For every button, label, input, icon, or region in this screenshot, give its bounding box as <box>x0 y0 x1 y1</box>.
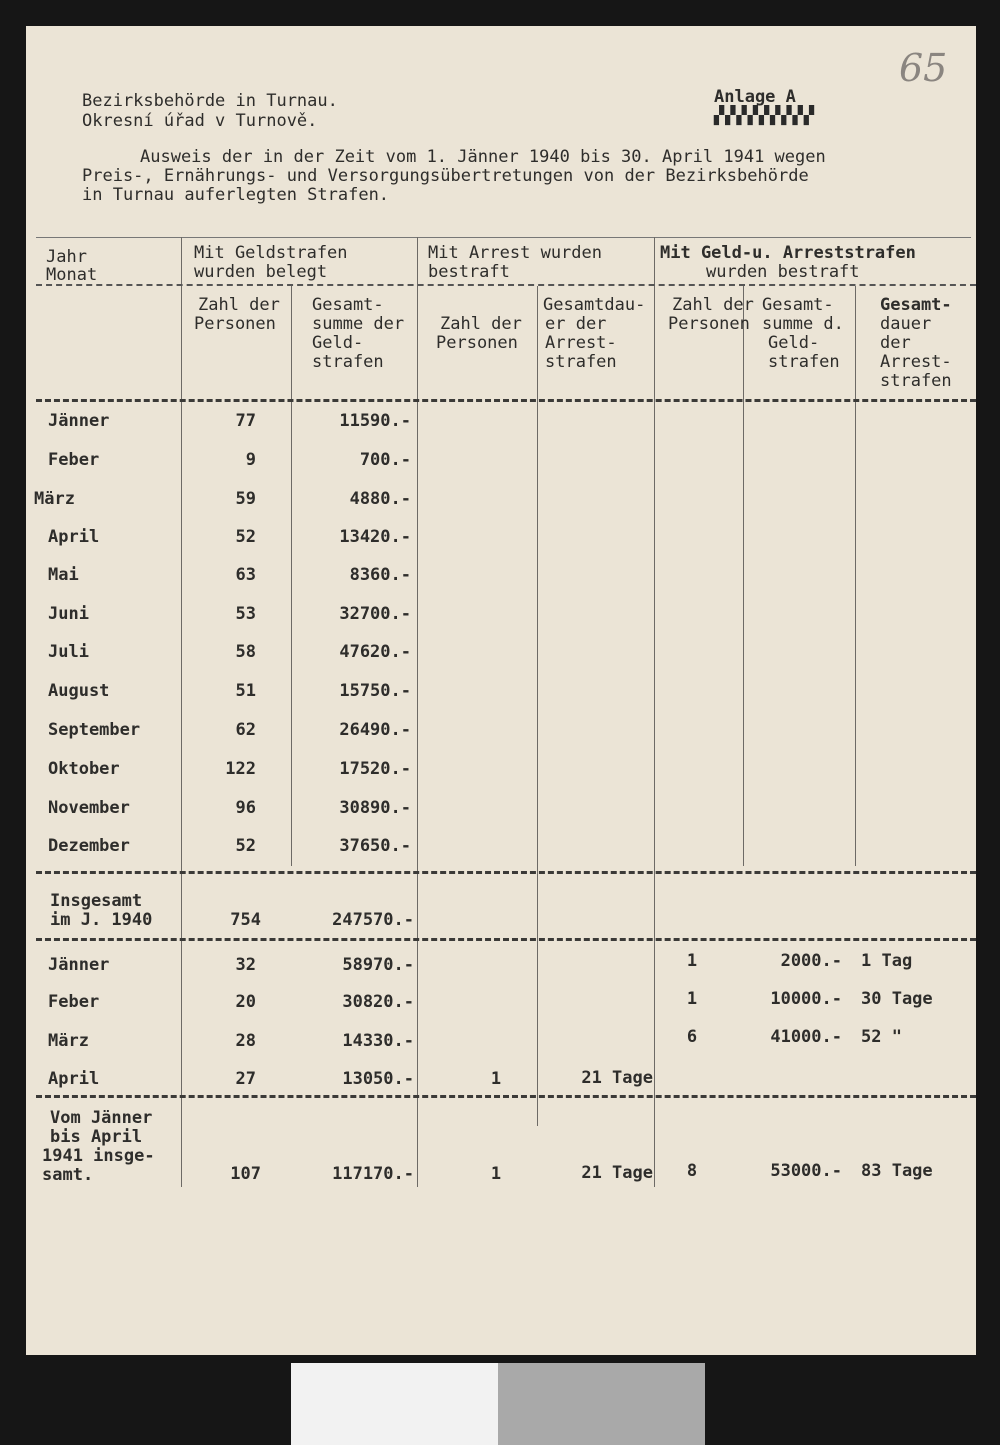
persons-value: 63 <box>235 565 256 585</box>
header-bottom-rule <box>36 399 976 402</box>
hdr-g3-dauer-3: der <box>880 333 911 353</box>
hdr-g2-dauer-2: er der <box>545 314 607 334</box>
hdr-g2-zahl-2: Personen <box>436 333 518 353</box>
month-label: Dezember <box>48 836 130 856</box>
month-label: Juni <box>48 604 89 624</box>
hdr-jahr: Jahr <box>46 247 87 267</box>
total-1940-sum: 247570.- <box>332 910 414 930</box>
sum-value: 13420.- <box>339 527 411 547</box>
month-label: März <box>34 489 75 509</box>
both-duration-value: 30 Tage <box>861 989 933 1009</box>
month-label: Mai <box>48 565 79 585</box>
total-1941-both-persons: 8 <box>686 1161 698 1181</box>
hdr-group1-line2: wurden belegt <box>194 262 328 282</box>
total-1941-label-2: bis April <box>50 1127 143 1147</box>
hdr-g3-summe-2: summe d. <box>762 314 844 334</box>
both-persons-value: 6 <box>686 1027 698 1047</box>
sum-value: 30890.- <box>339 798 411 818</box>
sum-value: 58970.- <box>342 955 414 975</box>
col-divider-4 <box>537 286 538 1126</box>
hdr-g3-summe-3: Geld- <box>768 333 820 353</box>
hdr-g3-summe-4: strafen <box>768 352 840 372</box>
month-label: September <box>48 720 141 740</box>
both-sum-value: 2000.- <box>780 951 842 971</box>
persons-value: 20 <box>235 992 256 1012</box>
sum-value: 30820.- <box>342 992 414 1012</box>
col-divider-5 <box>654 237 655 1187</box>
persons-value: 62 <box>235 720 256 740</box>
month-label: Feber <box>48 450 100 470</box>
total-1941-both-sum: 53000.- <box>770 1161 842 1181</box>
total-1941-persons: 107 <box>230 1164 261 1184</box>
sum-value: 700.- <box>359 450 411 470</box>
month-label: Feber <box>48 992 100 1012</box>
hdr-g2-dauer-3: Arrest- <box>545 333 617 353</box>
total-1941-label-4: samt. <box>42 1165 94 1185</box>
total-1940-persons: 754 <box>230 910 261 930</box>
sum-value: 26490.- <box>339 720 411 740</box>
both-duration-value: 52 " <box>861 1027 902 1047</box>
title-line-1: Ausweis der in der Zeit vom 1. Jänner 1940 bis 30. April 1941 wegen <box>140 147 826 167</box>
office-name-czech: Okresní úřad v Turnově. <box>82 111 318 131</box>
month-label: Juli <box>48 642 89 662</box>
hdr-g1-summe-3: Geld- <box>312 333 364 353</box>
hdr-g2-dauer-4: strafen <box>545 352 617 372</box>
sum-value: 8360.- <box>349 565 411 585</box>
total-1941-sum: 117170.- <box>332 1164 414 1184</box>
hdr-g1-zahl-1: Zahl der <box>198 295 280 315</box>
office-name-german: Bezirksbehörde in Turnau. <box>82 91 338 111</box>
struck-reference: ▞▞▞▞▞▞▞▞▞ <box>714 106 816 126</box>
hdr-group3-line1: Mit Geld-u. Arreststrafen <box>660 243 916 263</box>
hdr-monat: Monat <box>46 265 98 285</box>
persons-value: 122 <box>225 759 256 779</box>
col-divider-6 <box>743 286 744 866</box>
hdr-g2-zahl-1: Zahl der <box>440 314 522 334</box>
sum-value: 13050.- <box>342 1069 414 1089</box>
year-1941-top-rule <box>36 938 976 941</box>
month-label: Jänner <box>48 411 110 431</box>
color-calibration-gray <box>498 1363 705 1445</box>
total-1940-top-rule <box>36 871 976 874</box>
persons-value: 32 <box>235 955 256 975</box>
persons-value: 58 <box>235 642 256 662</box>
col-divider-3 <box>417 237 418 1187</box>
month-label: November <box>48 798 130 818</box>
hdr-group2-line2: bestraft <box>428 262 510 282</box>
persons-value: 52 <box>235 836 256 856</box>
total-1940-label-2: im J. 1940 <box>50 910 153 930</box>
month-label: Jänner <box>48 955 110 975</box>
persons-value: 9 <box>245 450 256 470</box>
sum-value: 4880.- <box>349 489 411 509</box>
annex-label: Anlage A <box>714 87 796 107</box>
both-sum-value: 10000.- <box>770 989 842 1009</box>
hdr-g3-dauer-5: strafen <box>880 371 952 391</box>
col-divider-2 <box>291 286 292 866</box>
hdr-g1-summe-2: summe der <box>312 314 405 334</box>
sum-value: 37650.- <box>339 836 411 856</box>
persons-value: 53 <box>235 604 256 624</box>
total-1940-label-1: Insgesamt <box>50 891 143 911</box>
total-1941-both-duration: 83 Tage <box>861 1161 933 1181</box>
hdr-group3-line2: wurden bestraft <box>706 262 860 282</box>
both-persons-value: 1 <box>686 951 698 971</box>
hdr-g1-summe-4: strafen <box>312 352 384 372</box>
persons-value: 28 <box>235 1031 256 1051</box>
persons-value: 52 <box>235 527 256 547</box>
hdr-g3-zahl-1: Zahl der <box>672 295 754 315</box>
month-label: August <box>48 681 110 701</box>
table-top-rule <box>36 237 971 238</box>
both-duration-value: 1 Tag <box>861 951 913 971</box>
sum-value: 15750.- <box>339 681 411 701</box>
color-calibration-white <box>291 1363 498 1445</box>
hdr-group1-line1: Mit Geldstrafen <box>194 243 348 263</box>
title-line-2: Preis-, Ernährungs- und Versorgungsübertretungen von der Bezirksbehörde <box>82 166 809 186</box>
persons-value: 59 <box>235 489 256 509</box>
total-1941-label-1: Vom Jänner <box>50 1108 153 1128</box>
col-divider-1 <box>181 237 182 1187</box>
month-label: März <box>48 1031 89 1051</box>
arrest-persons-value: 1 <box>490 1069 502 1089</box>
hdr-group2-line1: Mit Arrest wurden <box>428 243 602 263</box>
hdr-g3-summe-1: Gesamt- <box>762 295 834 315</box>
persons-value: 77 <box>235 411 256 431</box>
persons-value: 27 <box>235 1069 256 1089</box>
both-sum-value: 41000.- <box>770 1027 842 1047</box>
sum-value: 17520.- <box>339 759 411 779</box>
document-sheet <box>26 26 976 1355</box>
persons-value: 51 <box>235 681 256 701</box>
hdr-g1-zahl-2: Personen <box>194 314 276 334</box>
title-line-3: in Turnau auferlegten Strafen. <box>82 185 390 205</box>
total-1941-arrest-duration: 21 Tage <box>581 1163 653 1183</box>
col-divider-7 <box>855 286 856 866</box>
hdr-g3-dauer-1: Gesamt- <box>880 295 952 315</box>
hdr-g3-zahl-2: Personen <box>668 314 750 334</box>
sum-value: 47620.- <box>339 642 411 662</box>
sum-value: 11590.- <box>339 411 411 431</box>
hdr-g2-dauer-1: Gesamtdau- <box>543 295 646 315</box>
hdr-g3-dauer-4: Arrest- <box>880 352 952 372</box>
persons-value: 96 <box>235 798 256 818</box>
sum-value: 14330.- <box>342 1031 414 1051</box>
month-label: Oktober <box>48 759 120 779</box>
total-1941-label-3: 1941 insge- <box>42 1146 155 1166</box>
header-dash-rule <box>36 284 976 286</box>
sum-value: 32700.- <box>339 604 411 624</box>
arrest-duration-value: 21 Tage <box>581 1068 653 1088</box>
total-1941-arrest-persons: 1 <box>490 1164 502 1184</box>
hdr-g3-dauer-2: dauer <box>880 314 932 334</box>
page-number: 65 <box>899 46 948 90</box>
month-label: April <box>48 527 100 547</box>
hdr-g1-summe-1: Gesamt- <box>312 295 384 315</box>
both-persons-value: 1 <box>686 989 698 1009</box>
total-1941-top-rule <box>36 1095 976 1098</box>
month-label: April <box>48 1069 100 1089</box>
